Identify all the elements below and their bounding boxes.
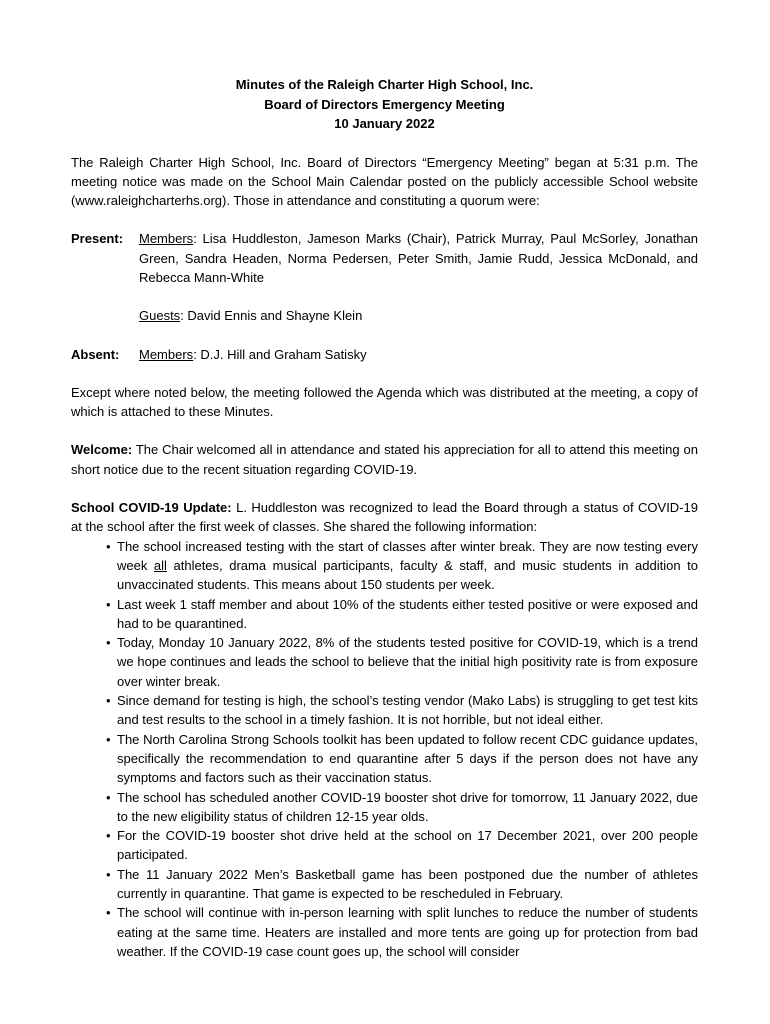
members-label: Members bbox=[139, 231, 194, 247]
bullet-icon: • bbox=[106, 731, 111, 747]
list-item: • The school has scheduled another COVID-19 booster shot drive for tomorrow, 11 January 2022, due to the new eligibility status of children 12-15 year olds. bbox=[106, 789, 698, 824]
covid-update-text: L. Huddleston was recognized to lead the Board through a status of COVID-19 at the school after the first week of classes. She shared the following information: bbox=[71, 500, 698, 535]
list-item: • The school increased testing with the start of classes after winter break. They are now testing every week all athletes, drama musical participants, faculty & staff, and music students in addition to unvaccinated students. This means about 150 students per week. bbox=[106, 538, 698, 593]
list-item: • For the COVID-19 booster shot drive held at the school on 17 December 2021, over 200 people participated. bbox=[106, 828, 698, 863]
absent-label: Absent: bbox=[71, 346, 120, 362]
present-members bbox=[139, 229, 698, 287]
covid-update-list bbox=[71, 537, 698, 962]
covid-update-paragraph bbox=[71, 498, 698, 537]
list-item: • Since demand for testing is high, the school’s testing vendor (Mako Labs) is struggling to get test kits and test results to the school in a timely fashion. It is not horrible, but not ideal either. bbox=[106, 693, 698, 728]
present-label: Present: bbox=[71, 231, 124, 247]
bullet-icon: • bbox=[106, 596, 111, 612]
absent-section bbox=[71, 345, 698, 364]
bullet-icon: • bbox=[106, 635, 111, 651]
bullet-icon: • bbox=[106, 693, 111, 709]
list-item: • The North Carolina Strong Schools toolkit has been updated to follow recent CDC guidance updates, specifically the recommendation to end quarantine after 5 days if the person does not have any symptoms and factors such as their vaccination status. bbox=[106, 731, 698, 786]
bullet-icon: • bbox=[106, 866, 111, 882]
absent-members-label: Members bbox=[139, 346, 194, 362]
list-item: • Last week 1 staff member and about 10% of the students either tested positive or were exposed and had to be quarantined. bbox=[106, 596, 698, 631]
bullet-icon: • bbox=[106, 828, 111, 844]
list-item: • The school will continue with in-person learning with split lunches to reduce the number of students eating at the same time. Heaters are installed and more tents are going up for protection from bad weather. If the COVID-19 case count goes up, the school will consider bbox=[106, 905, 698, 959]
absent-members bbox=[139, 345, 698, 364]
header-line-3: 10 January 2022 bbox=[334, 116, 435, 131]
guests-list: : David Ennis and Shayne Klein bbox=[180, 308, 363, 324]
covid-update-label: School COVID-19 Update: bbox=[71, 500, 232, 516]
list-item: • Today, Monday 10 January 2022, 8% of the students tested positive for COVID-19, which is a trend we hope continues and leads the school to believe that the initial high positivity rate is from exposure over winter break. bbox=[106, 635, 698, 689]
present-section bbox=[71, 229, 698, 325]
list-item: • The 11 January 2022 Men’s Basketball game has been postponed due the number of athletes currently in quarantine. That game is expected to be rescheduled in February. bbox=[106, 866, 698, 901]
present-guests bbox=[139, 306, 698, 325]
bullet-icon: • bbox=[106, 789, 111, 805]
agenda-note: Except where noted below, the meeting followed the Agenda which was distributed at the meeting, a copy of which is attached to these Minutes. bbox=[71, 384, 698, 420]
header-line-1: Minutes of the Raleigh Charter High School, Inc. bbox=[235, 77, 534, 92]
header-line-2: Board of Directors Emergency Meeting bbox=[264, 96, 505, 112]
bullet-icon: • bbox=[106, 905, 111, 921]
guests-label: Guests bbox=[139, 308, 181, 324]
document-header bbox=[71, 75, 698, 134]
intro-paragraph: The Raleigh Charter High School, Inc. Board of Directors “Emergency Meeting” began at 5:31 p.m. The meeting notice was made on the School Main Calendar posted on the publicly accessible School website (www.raleighcharterhs.org). Those in attendance and constituting a quorum were: bbox=[71, 154, 698, 209]
absent-members-list: : D.J. Hill and Graham Satisky bbox=[193, 346, 367, 362]
bullet-icon: • bbox=[106, 538, 111, 554]
welcome-label: Welcome: bbox=[71, 442, 133, 458]
welcome-text: The Chair welcomed all in attendance and stated his appreciation for all to attend this meeting on short notice due to the recent situation regarding COVID-19. bbox=[71, 442, 698, 477]
document-page bbox=[71, 75, 698, 961]
welcome-paragraph bbox=[71, 440, 698, 479]
present-members-list: : Lisa Huddleston, Jameson Marks (Chair), Patrick Murray, Paul McSorley, Jonathan Green, Sandra Headen, Norma Pedersen, Peter Smith, Jamie Rudd, Jessica McDonald, and Rebecca Mann-White bbox=[139, 231, 698, 285]
